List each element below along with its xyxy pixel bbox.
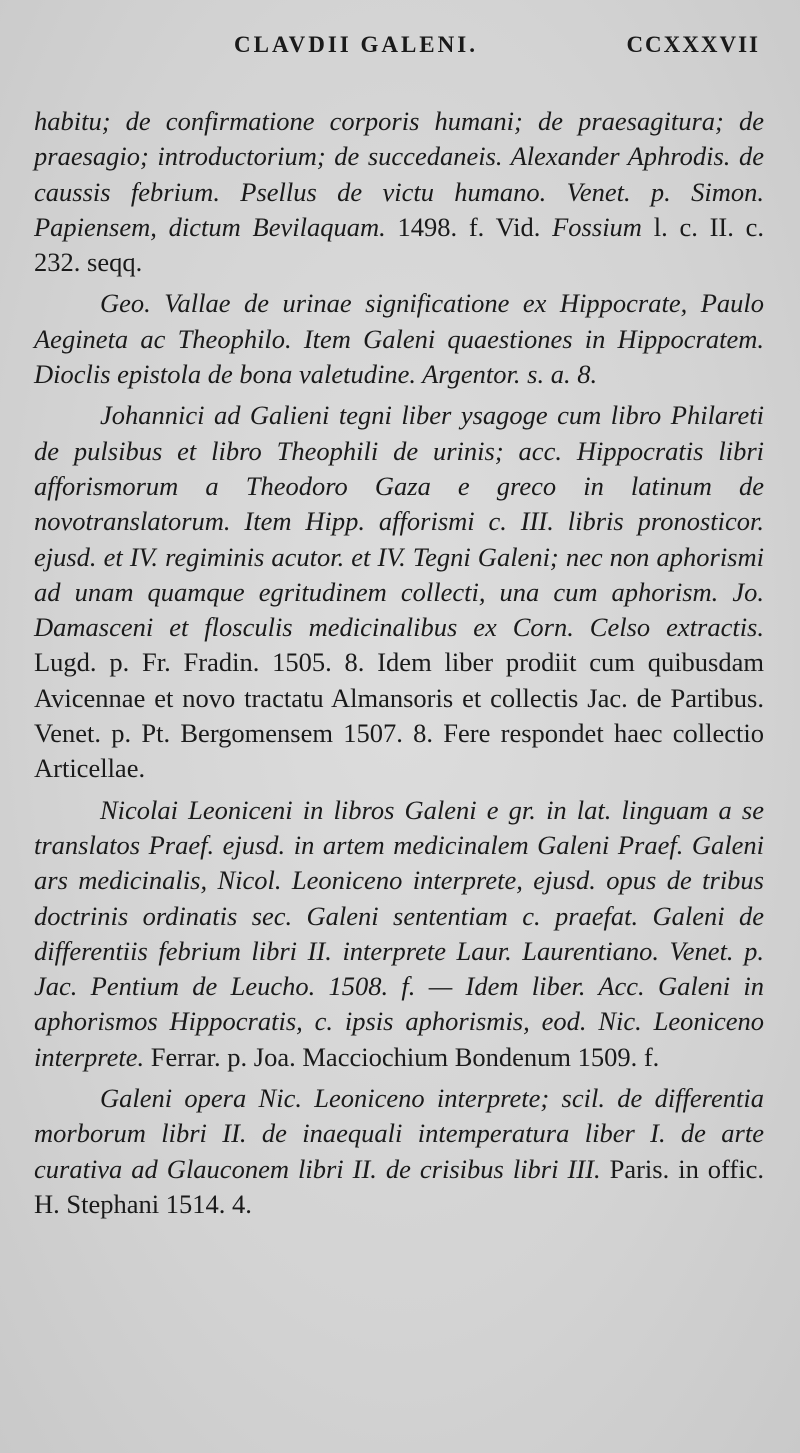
italic-text-segment: habitu; de confirmatione corporis humani; de praesagitura; de praesagio; introductorium; de succedaneis. Alexander Aphrodis. de caussis febrium. Psellus de victu humano. Venet. p. Simon. Papiensem, dictum Bevilaquam. xyxy=(34,106,764,242)
bibliography-entry xyxy=(34,398,764,786)
roman-text-segment: Paris. in offic. H. Stephani 1514. 4. xyxy=(34,1153,764,1219)
page-header xyxy=(34,22,764,72)
roman-text-segment: 1498. f. Vid. xyxy=(385,211,553,242)
bibliography-entry xyxy=(34,793,764,1075)
roman-text-segment: Lugd. p. Fr. Fradin. 1505. 8. Idem liber prodiit cum quibusdam Avicennae et novo tractatu Almansoris et collectis Jac. de Partibus. Venet. p. Pt. Bergomensem 1507. 8. Fere respondet haec collectio Articellae. xyxy=(34,647,764,784)
italic-text-segment: Fossium xyxy=(552,211,642,242)
italic-text-segment: Nicolai Leoniceni in libros Galeni e gr. in lat. linguam a se translatos Praef. ejusd. in artem medicinalem Galeni Praef. Galeni ars medicinalis, Nicol. Leoniceno interprete, ejusd. opus de tribus doctrinis ordinatis sec. Galeni sententiam c. praefat. Galeni de differentiis febrium libri II. interprete Laur. Laurentiano. Venet. p. Jac. Pentium de Leucho. 1508. f. — Idem liber. Acc. Galeni in aphorismos Hippocratis, c. ipsis aphorismis, eod. Nic. Leoniceno interprete. xyxy=(34,794,764,1072)
italic-text-segment: Geo. Vallae de urinae significatione ex Hippocrate, Paulo Aegineta ac Theophilo. Item Galeni quaestiones in Hippocratem. Dioclis epistola de bona valetudine. Argentor. s. a. 8. xyxy=(34,288,764,390)
bibliography-entry xyxy=(34,104,764,280)
italic-text-segment: Galeni opera Nic. Leoniceno interprete; scil. de differentia morborum libri II. de inaequali intemperatura liber I. de arte curativa ad Glauconem libri II. de crisibus libri III. xyxy=(34,1083,764,1184)
body-text xyxy=(34,104,764,1222)
page-number: CCXXXVII xyxy=(626,32,760,57)
running-title: CLAVDII GALENI. xyxy=(234,32,478,57)
bibliography-entry xyxy=(34,286,764,392)
roman-text-segment: l. c. II. c. 232. seqq. xyxy=(34,211,764,278)
roman-text-segment: Ferrar. p. Joa. Macciochium Bondenum 1509. f. xyxy=(144,1041,660,1072)
italic-text-segment: Johannici ad Galieni tegni liber ysagoge cum libro Philareti de pulsibus et libro Theophili de urinis; acc. Hippocratis libri afforismorum a Theodoro Gaza e greco in latinum de novotranslatorum. Item Hipp. afforismi c. III. libris pronosticor. ejusd. et IV. regiminis acutor. et IV. Tegni Galeni; nec non aphorismi ad unam quamque egritudinem collecti, una cum aphorism. Jo. Damasceni et flosculis medicinalibus ex Corn. Celso extractis. xyxy=(34,400,764,643)
bibliography-entry xyxy=(34,1081,764,1222)
